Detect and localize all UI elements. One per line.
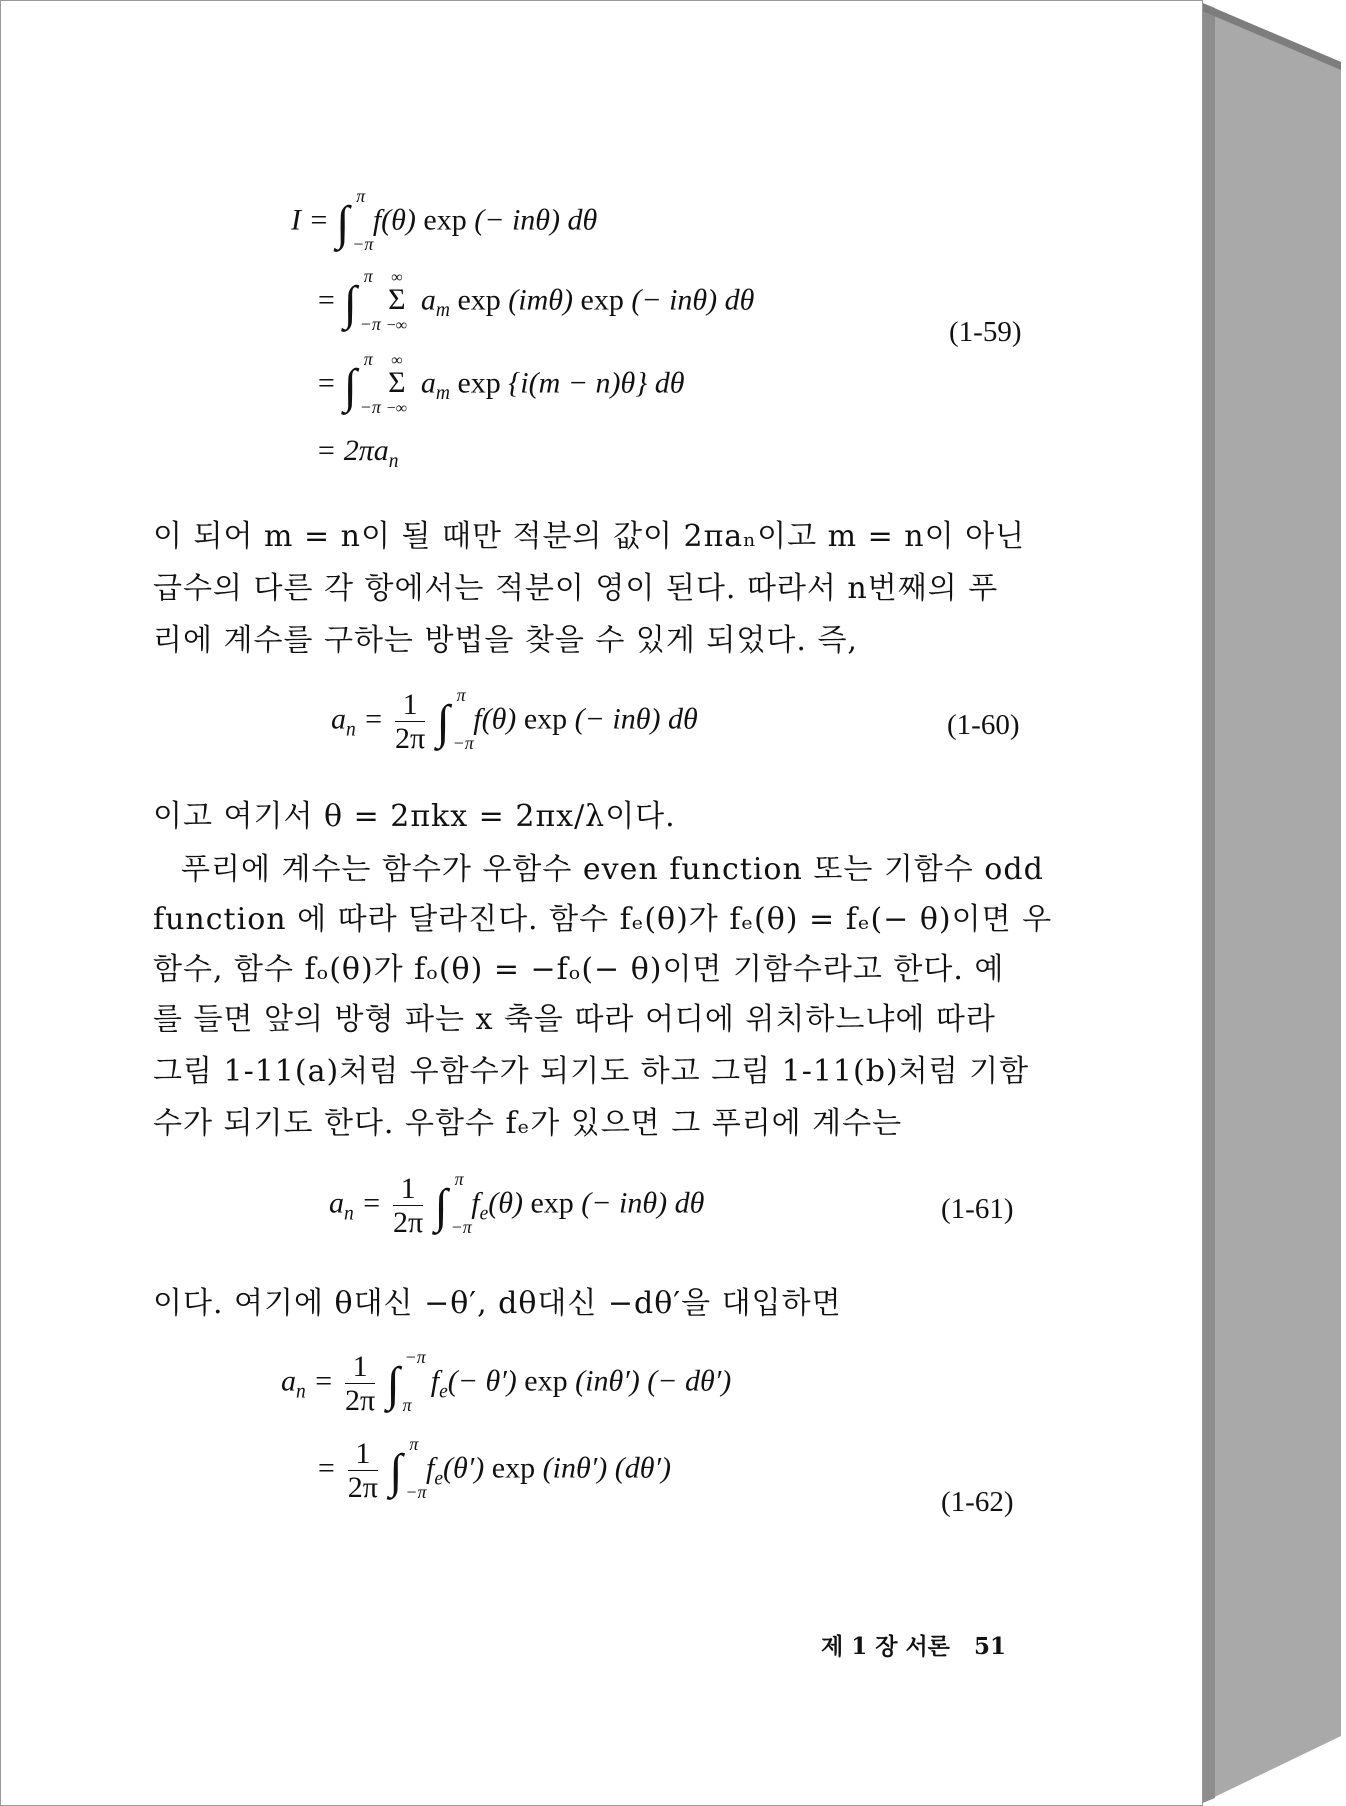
paragraph-1-line-1: 이 되어 m = n이 될 때만 적분의 값이 2πaₙ이고 m = n이 아닌	[153, 519, 1026, 554]
equation-1-61: $a_n$ = $\frac{1}{2\pi}$ ∫ π −π $f_e(\theta)$ exp (− inθ) dθ	[329, 1169, 705, 1239]
equation-1-59-line-2: = ∫ π −π Σ ∞ −∞ $a_m$ exp (imθ) exp (− inθ) dθ	[316, 266, 755, 335]
paragraph-3-line-6: 수가 되기도 한다. 우함수 fₑ가 있으면 그 푸리에 계수는	[153, 1106, 903, 1141]
paragraph-1-line-3: 리에 계수를 구하는 방법을 찾을 수 있게 되었다. 즉,	[153, 623, 858, 658]
page-number: 51	[973, 1633, 1006, 1660]
paragraph-1-line-2: 급수의 다른 각 항에서는 적분이 영이 된다. 따라서 n번째의 푸	[153, 571, 999, 606]
paragraph-3-line-4: 를 들면 앞의 방형 파는 x 축을 따라 어디에 위치하느냐에 따라	[153, 1002, 996, 1037]
paragraph-4-line-1: 이다. 여기에 θ대신 −θ′, dθ대신 −dθ′을 대입하면	[153, 1286, 842, 1321]
paragraph-3-line-5: 그림 1-11(a)처럼 우함수가 되기도 하고 그림 1-11(b)처럼 기함	[153, 1054, 1030, 1089]
equation-number-1-59: (1-59)	[949, 316, 1022, 348]
equation-1-59-line-1: I = ∫ π −π f(θ) exp (− inθ) dθ	[291, 186, 598, 254]
equation-1-59-line-3: = ∫ π −π Σ ∞ −∞ $a_m$ exp {i(m − n)θ} dθ	[316, 349, 685, 418]
equation-1-62-line-2: = $\frac{1}{2\pi}$ ∫ π −π $f_e(\theta')$ exp (inθ′) (dθ′)	[316, 1434, 672, 1504]
equation-number-1-61: (1-61)	[941, 1193, 1014, 1225]
equation-1-59-line-4: = $2\pi a_n$	[316, 434, 399, 472]
paragraph-3-line-2: function 에 따라 달라진다. 함수 fₑ(θ)가 fₑ(θ) = fₑ(− θ)이면 우	[153, 902, 1053, 937]
chapter-title: 제 1 장 서론	[821, 1633, 950, 1660]
paragraph-3-line-1: 푸리에 계수는 함수가 우함수 even function 또는 기함수 odd	[181, 852, 1044, 887]
equation-number-1-62: (1-62)	[941, 1486, 1014, 1518]
equation-1-62-line-1: $a_n$ = $\frac{1}{2\pi}$ ∫ −π π $f_e(- \theta')$ exp (inθ′) (− dθ′)	[281, 1347, 732, 1417]
running-footer	[821, 1628, 1006, 1661]
equation-number-1-60: (1-60)	[947, 709, 1020, 741]
paragraph-2-line-1: 이고 여기서 θ = 2πkx = 2πx/λ이다.	[153, 799, 676, 834]
paragraph-3-line-3: 함수, 함수 fₒ(θ)가 fₒ(θ) = −fₒ(− θ)이면 기함수라고 한다. 예	[153, 952, 1005, 987]
equation-1-60: $a_n$ = $\frac{1}{2\pi}$ ∫ π −π f(θ) exp (− inθ) dθ	[331, 685, 698, 755]
